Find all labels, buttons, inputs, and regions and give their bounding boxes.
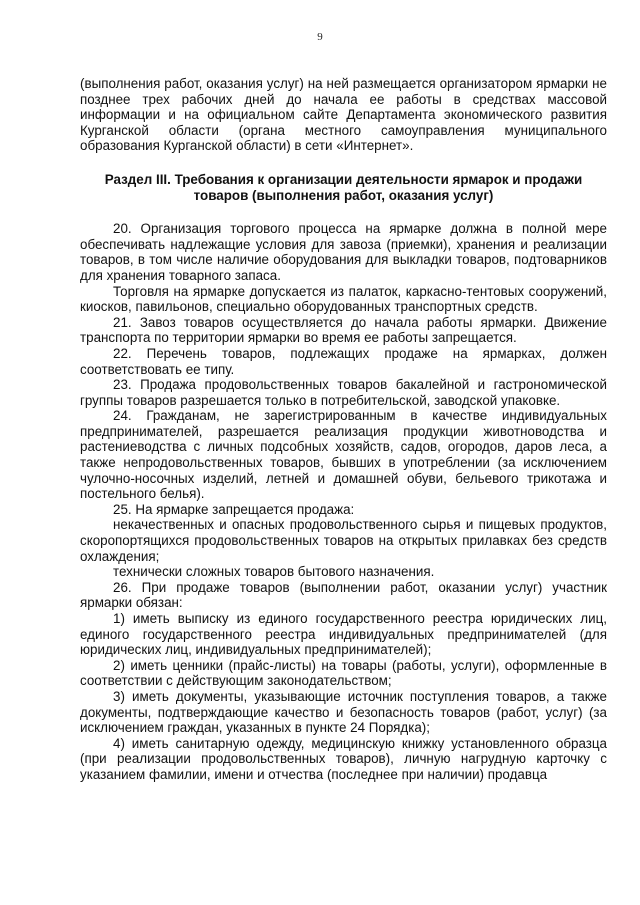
paragraph-25: 25. На ярмарке запрещается продажа:: [113, 501, 355, 517]
page-number: 9: [317, 31, 323, 43]
paragraph-26: 26. При продаже товаров (выполнении работ, оказании услуг) участник ярмарки обязан:: [80, 579, 607, 611]
paragraph-22: 22. Перечень товаров, подлежащих продаже на ярмарках, должен соответствовать ее типу.: [80, 345, 607, 377]
paragraph-trade-facilities: Торговля на ярмарке допускается из палаток, каркасно-тентовых сооружений, киосков, павильонов, специально оборудованных транспортных средств.: [80, 283, 607, 315]
paragraph-26-item-3: 3) иметь документы, указывающие источник поступления товаров, а также документы, подтверждающие качество и безопасность товаров (работ, услуг) (за исключением граждан, указанных в пункте 24 Порядка);: [80, 688, 607, 736]
document-body: [80, 76, 607, 783]
intro-paragraph: (выполнения работ, оказания услуг) на ней размещается организатором ярмарки не позднее трех рабочих дней до начала ее работы в средствах массовой информации и на официальном сайте Департамента экономического развития Курганской области (органа местного самоуправления муниципального образования Курганской области) в сети «Интернет».: [80, 76, 607, 154]
paragraph-25-item-1: некачественных и опасных продовольственного сырья и пищевых продуктов, скоропортящихся продовольственных товаров на открытых прилавках без средств охлаждения;: [80, 517, 607, 564]
paragraph-26-item-1: 1) иметь выписку из единого государственного реестра юридических лиц, единого государственного реестра индивидуальных предпринимателей (для юридических лиц, индивидуальных предпринимателей);: [80, 611, 607, 658]
section-heading: Раздел III. Требования к организации деятельности ярмарок и продажи товаров (выполнения работ, оказания услуг): [104, 171, 583, 203]
paragraph-26-item-2: 2) иметь ценники (прайс-листы) на товары (работы, услуги), оформленные в соответствии с действующим законодательством;: [80, 657, 607, 689]
paragraph-21: 21. Завоз товаров осуществляется до начала работы ярмарки. Движение транспорта по территории ярмарки во время ее работы запрещается.: [80, 314, 607, 346]
paragraph-20: 20. Организация торгового процесса на ярмарке должна в полной мере обеспечивать надлежащие условия для завоза (приемки), хранения и реализации товаров, в том числе наличие оборудования для выкладки товаров, подтоварников для хранения товарного запаса.: [80, 221, 607, 283]
paragraph-25-item-2: технически сложных товаров бытового назначения.: [113, 564, 435, 580]
paragraph-24: 24. Гражданам, не зарегистрированным в качестве индивидуальных предпринимателей, разрешается реализация продукции животноводства и растениеводства с личных подсобных хозяйств, садов, огородов, даров леса, а также непродовольственных товаров, бывших в употреблении (за исключением чулочно-носочных изделий, летней и домашней обуви, бельевого трикотажа и постельного белья).: [80, 408, 607, 502]
paragraph-26-item-4: 4) иметь санитарную одежду, медицинскую книжку установленного образца (при реализации продовольственных товаров), личную нагрудную карточку с указанием фамилии, имени и отчества (последнее при наличии) продавца: [80, 735, 607, 782]
paragraph-23: 23. Продажа продовольственных товаров бакалейной и гастрономической группы товаров разрешается только в потребительской, заводской упаковке.: [80, 377, 607, 408]
